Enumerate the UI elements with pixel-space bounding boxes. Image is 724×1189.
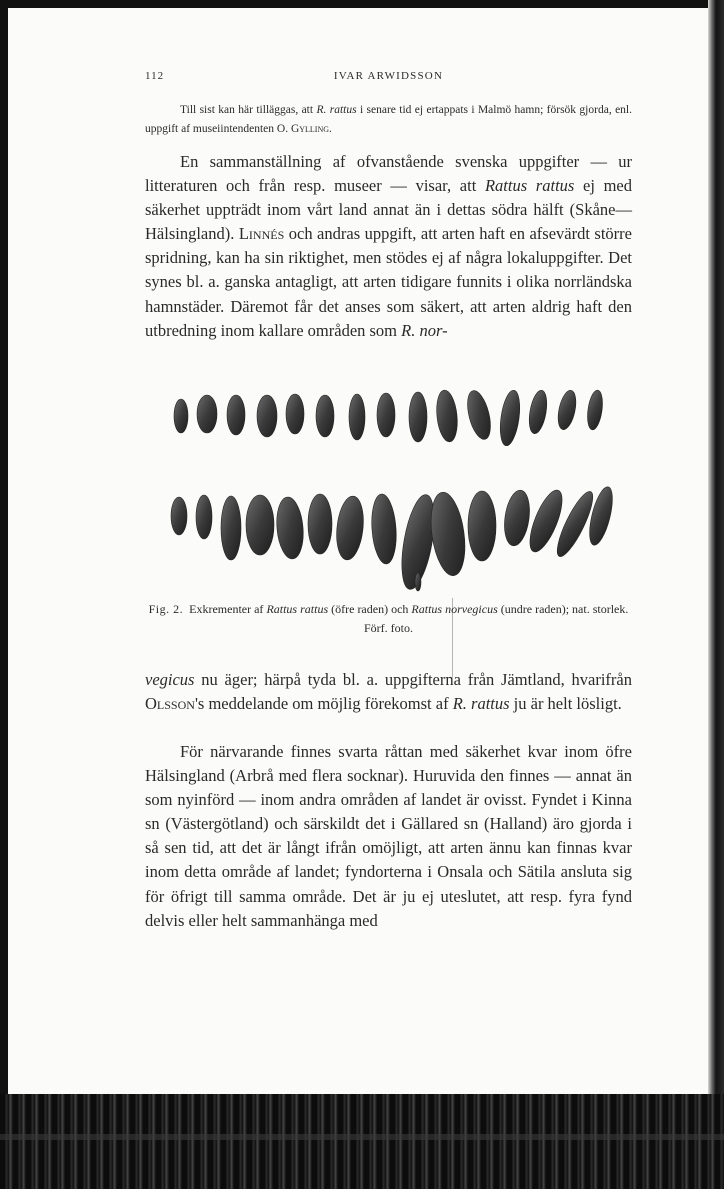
top-row-rattus (174, 388, 605, 447)
pellet (370, 493, 399, 565)
scan-bottom-strip (0, 1094, 724, 1189)
pellet (308, 494, 332, 554)
page-number: 112 (145, 70, 165, 82)
pellet (221, 496, 241, 560)
pellet (468, 491, 496, 561)
pellet (197, 395, 217, 433)
pellet (171, 497, 187, 535)
bottom-row-norvegicus (171, 485, 617, 592)
pellet (316, 395, 334, 437)
pellet (377, 393, 395, 437)
figure-caption: Fig. 2. Exkrementer af Rattus rattus (öfre raden) och Rattus norvegicus (undre raden); nat. storlek. Förf. foto. (148, 602, 629, 635)
paragraph-3: För närvarande finnes svarta råttan med säkerhet kvar inom öfre Hälsingland (Arbrå med flera socknar). Huruvida den finnes — annat än som nyinförd — inom andra områden af landet är ovisst. Fyndet i Kinna sn (Västergötland) och särskildt det i Gällared sn (Halland) äro gjorda i så sen tid, att det är långt ifrån omöjligt, att arten ännu kan finnas kvar inom detta område af landet; fyndorterna i Onsala och Sätila ansluta sig för öfrigt till samma område. Det är ju ej uteslutet, att resp. fyra fynd delvis eller helt sammanhänga med (145, 742, 632, 930)
pellet (349, 394, 365, 440)
pellet (497, 389, 523, 447)
pellet (501, 489, 533, 548)
pellet (227, 395, 245, 435)
pellet (434, 389, 459, 443)
pellet (174, 399, 188, 433)
pellet (334, 495, 367, 561)
pellet (555, 389, 579, 431)
pellet (409, 392, 427, 442)
footnote: Till sist kan här tilläggas, att R. rattus i senare tid ej ertappats i Malmö hamn; försök gjorda, enl. uppgift af museiintendenten O. Gylling. (145, 104, 632, 135)
pellet (196, 495, 212, 539)
running-title: IVAR ARWIDSSON (333, 70, 444, 82)
pellet (585, 389, 604, 431)
paragraph-2: vegicus nu äger; härpå tyda bl. a. uppgifterna från Jämtland, hvarifrån Olsson's meddelande om möjlig förekomst af R. rattus ju är helt lösligt. (145, 670, 632, 714)
pellet (415, 573, 421, 591)
pellet (286, 394, 304, 434)
pellet (526, 389, 549, 435)
paragraph-1: En sammanställning af ofvanstående svenska uppgifter — ur litteraturen och från resp. museer — visar, att Rattus rattus ej med säkerhet uppträdt inom vårt land annat än i dettas södra hälft (Skåne—Hälsingland). Linnés och andras uppgift, att arten haft en afsevärdt större spridning, kan ha sin riktighet, men stödes ej af några lokaluppgifter. Det synes bl. a. ganska antagligt, att arten tidigare funnits i olika norrländska hamnstäder. Däremot får det anses som säkert, att arten aldrig haft den utbredning inom kallare områden som R. nor- (145, 152, 632, 340)
pellet (463, 388, 495, 441)
pellet (257, 395, 277, 437)
pellet (246, 495, 274, 555)
pellet (426, 490, 469, 578)
pellet (274, 496, 305, 560)
